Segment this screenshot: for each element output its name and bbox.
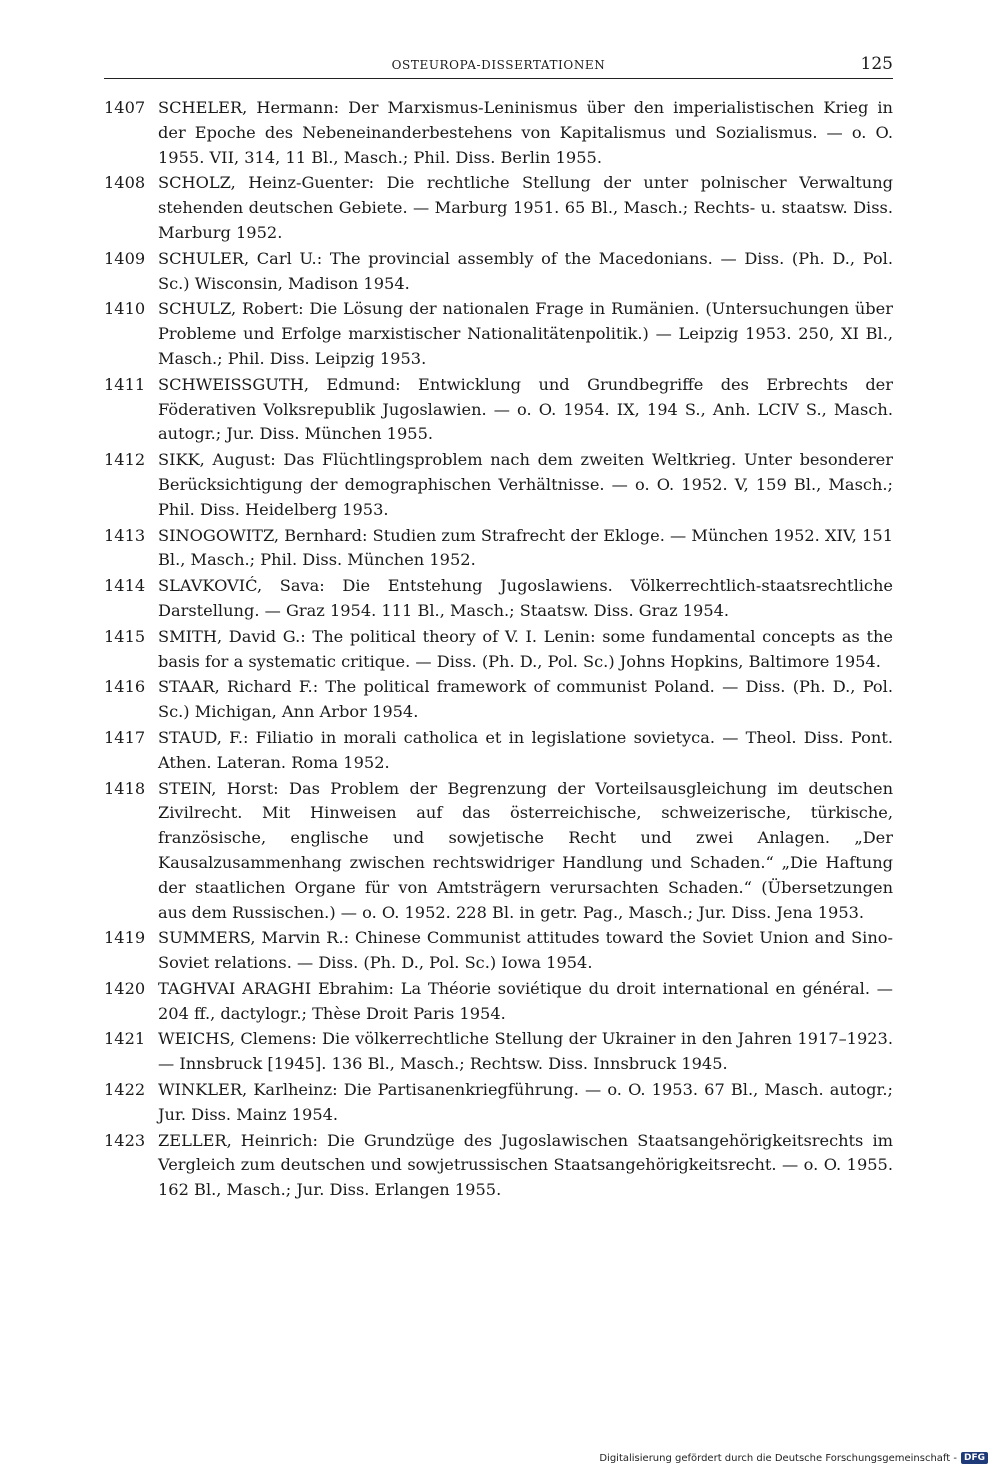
entry-text: SIKK, August: Das Flüchtlingsproblem nach dem zweiten Weltkrieg. Unter besonderer Berücksichtigung der demographischen Verhältnisse. — o. O. 1952. V, 159 Bl., Masch.; Phil. Diss. Heidelberg 1953. [158,450,893,519]
bibliography-entry [104,726,893,776]
bibliography-entry [104,524,893,574]
page-header [104,56,893,79]
entry-number: 1412 [104,450,146,470]
bibliography-list [104,96,893,1204]
bibliography-entry [104,171,893,245]
footer-credit: Digitalisierung gefördert durch die Deutsche Forschungsgemeinschaft - [599,1452,957,1464]
entry-number: 1419 [104,928,146,948]
entry-number: 1417 [104,727,146,747]
page-number: 125 [860,54,893,74]
entry-text: SLAVKOVIĆ, Sava: Die Entstehung Jugoslawiens. Völkerrechtlich-staatsrechtliche Darstellung. — Graz 1954. 111 Bl., Masch.; Staatsw. Diss. Graz 1954. [158,576,893,620]
bibliography-entry [104,574,893,624]
entry-text: STEIN, Horst: Das Problem der Begrenzung der Vorteilsausgleichung im deutschen Zivilrecht. Mit Hinweisen auf das österreichische, schweizerische, türkische, französische, englische und sowjetische Recht und zwei Anlagen. „Der Kausalzusammenhang zwischen rechtswidriger Handlung und Schaden.“ „Die Haftung der staatlichen Organe für von Amtsträgern verursachten Schaden.“ (Übersetzungen aus dem Russischen.) — o. O. 1952. 228 Bl. in getr. Pag., Masch.; Jur. Diss. Jena 1953. [158,778,893,922]
bibliography-entry [104,777,893,926]
entry-text: STAUD, F.: Filiatio in morali catholica et in legislatione sovietyca. — Theol. Diss. Pont. Athen. Lateran. Roma 1952. [158,727,893,772]
entry-number: 1421 [104,1029,146,1049]
entry-text: SUMMERS, Marvin R.: Chinese Communist attitudes toward the Soviet Union and Sino-Soviet relations. — Diss. (Ph. D., Pol. Sc.) Iowa 1954. [158,928,893,973]
bibliography-entry [104,1078,893,1128]
entry-text: WEICHS, Clemens: Die völkerrechtliche Stellung der Ukrainer in den Jahren 1917–1923. — Innsbruck [1945]. 136 Bl., Masch.; Rechtsw. Diss. Innsbruck 1945. [158,1029,893,1074]
entry-text: TAGHVAI ARAGHI Ebrahim: La Théorie soviétique du droit international en général. — 204 ff., dactylogr.; Thèse Droit Paris 1954. [158,978,893,1023]
dfg-logo: DFG [961,1452,988,1464]
entry-text: SCHELER, Hermann: Der Marxismus-Leninismus über den imperialistischen Krieg in der Epoche des Nebeneinanderbestehens von Kapitalismus und Sozialismus. — o. O. 1955. VII, 314, 11 Bl., Masch.; Phil. Diss. Berlin 1955. [158,98,893,167]
entry-text: STAAR, Richard F.: The political framework of communist Poland. — Diss. (Ph. D., Pol. Sc.) Michigan, Ann Arbor 1954. [158,677,893,722]
bibliography-entry [104,96,893,170]
entry-number: 1423 [104,1130,146,1150]
bibliography-entry [104,1027,893,1077]
entry-text: SMITH, David G.: The political theory of V. I. Lenin: some fundamental concepts as the basis for a systematic critique. — Diss. (Ph. D., Pol. Sc.) Johns Hopkins, Baltimore 1954. [158,626,893,671]
bibliography-entry [104,926,893,976]
entry-number: 1416 [104,677,146,697]
bibliography-entry [104,373,893,447]
entry-number: 1413 [104,525,146,545]
entry-number: 1407 [104,98,146,117]
entry-text: SINOGOWITZ, Bernhard: Studien zum Strafrecht der Ekloge. — München 1952. XIV, 151 Bl., Masch.; Phil. Diss. München 1952. [158,525,893,570]
bibliography-entry [104,247,893,297]
bibliography-entry [104,625,893,675]
bibliography-entry [104,675,893,725]
entry-number: 1410 [104,299,146,319]
entry-text: SCHOLZ, Heinz-Guenter: Die rechtliche Stellung der unter polnischer Verwaltung stehenden deutschen Gebiete. — Marburg 1951. 65 Bl., Masch.; Rechts- u. staatsw. Diss. Marburg 1952. [158,173,893,242]
entry-text: ZELLER, Heinrich: Die Grundzüge des Jugoslawischen Staatsangehörigkeitsrechts im Vergleich zum deutschen und sowjetrussischen Staatsangehörigkeitsrecht. — o. O. 1955. 162 Bl., Masch.; Jur. Diss. Erlangen 1955. [158,1130,893,1200]
bibliography-entry [104,448,893,522]
entry-text: SCHULZ, Robert: Die Lösung der nationalen Frage in Rumänien. (Untersuchungen über Probleme und Erfolge marxistischer Nationalitätenpolitik.) — Leipzig 1953. 250, XI Bl., Masch.; Phil. Diss. Leipzig 1953. [158,299,893,368]
footer [599,1452,988,1464]
bibliography-entry [104,1129,893,1203]
entry-number: 1420 [104,978,146,998]
entry-number: 1408 [104,173,146,193]
entry-number: 1415 [104,626,146,646]
running-title: OSTEUROPA-DISSERTATIONEN [391,58,606,72]
entry-number: 1418 [104,778,146,798]
entry-number: 1422 [104,1080,146,1100]
entry-text: SCHULER, Carl U.: The provincial assembly of the Macedonians. — Diss. (Ph. D., Pol. Sc.) Wisconsin, Madison 1954. [158,248,893,293]
entry-text: SCHWEISSGUTH, Edmund: Entwicklung und Grundbegriffe des Erbrechts der Föderativen Volksrepublik Jugoslawien. — o. O. 1954. IX, 194 S., Anh. LCIV S., Masch. autogr.; Jur. Diss. München 1955. [158,374,893,444]
entry-number: 1409 [104,248,146,268]
entry-text: WINKLER, Karlheinz: Die Partisanenkriegführung. — o. O. 1953. 67 Bl., Masch. autogr.; Jur. Diss. Mainz 1954. [158,1080,893,1124]
bibliography-entry [104,977,893,1027]
bibliography-entry [104,297,893,371]
entry-number: 1414 [104,576,146,596]
entry-number: 1411 [104,374,146,394]
